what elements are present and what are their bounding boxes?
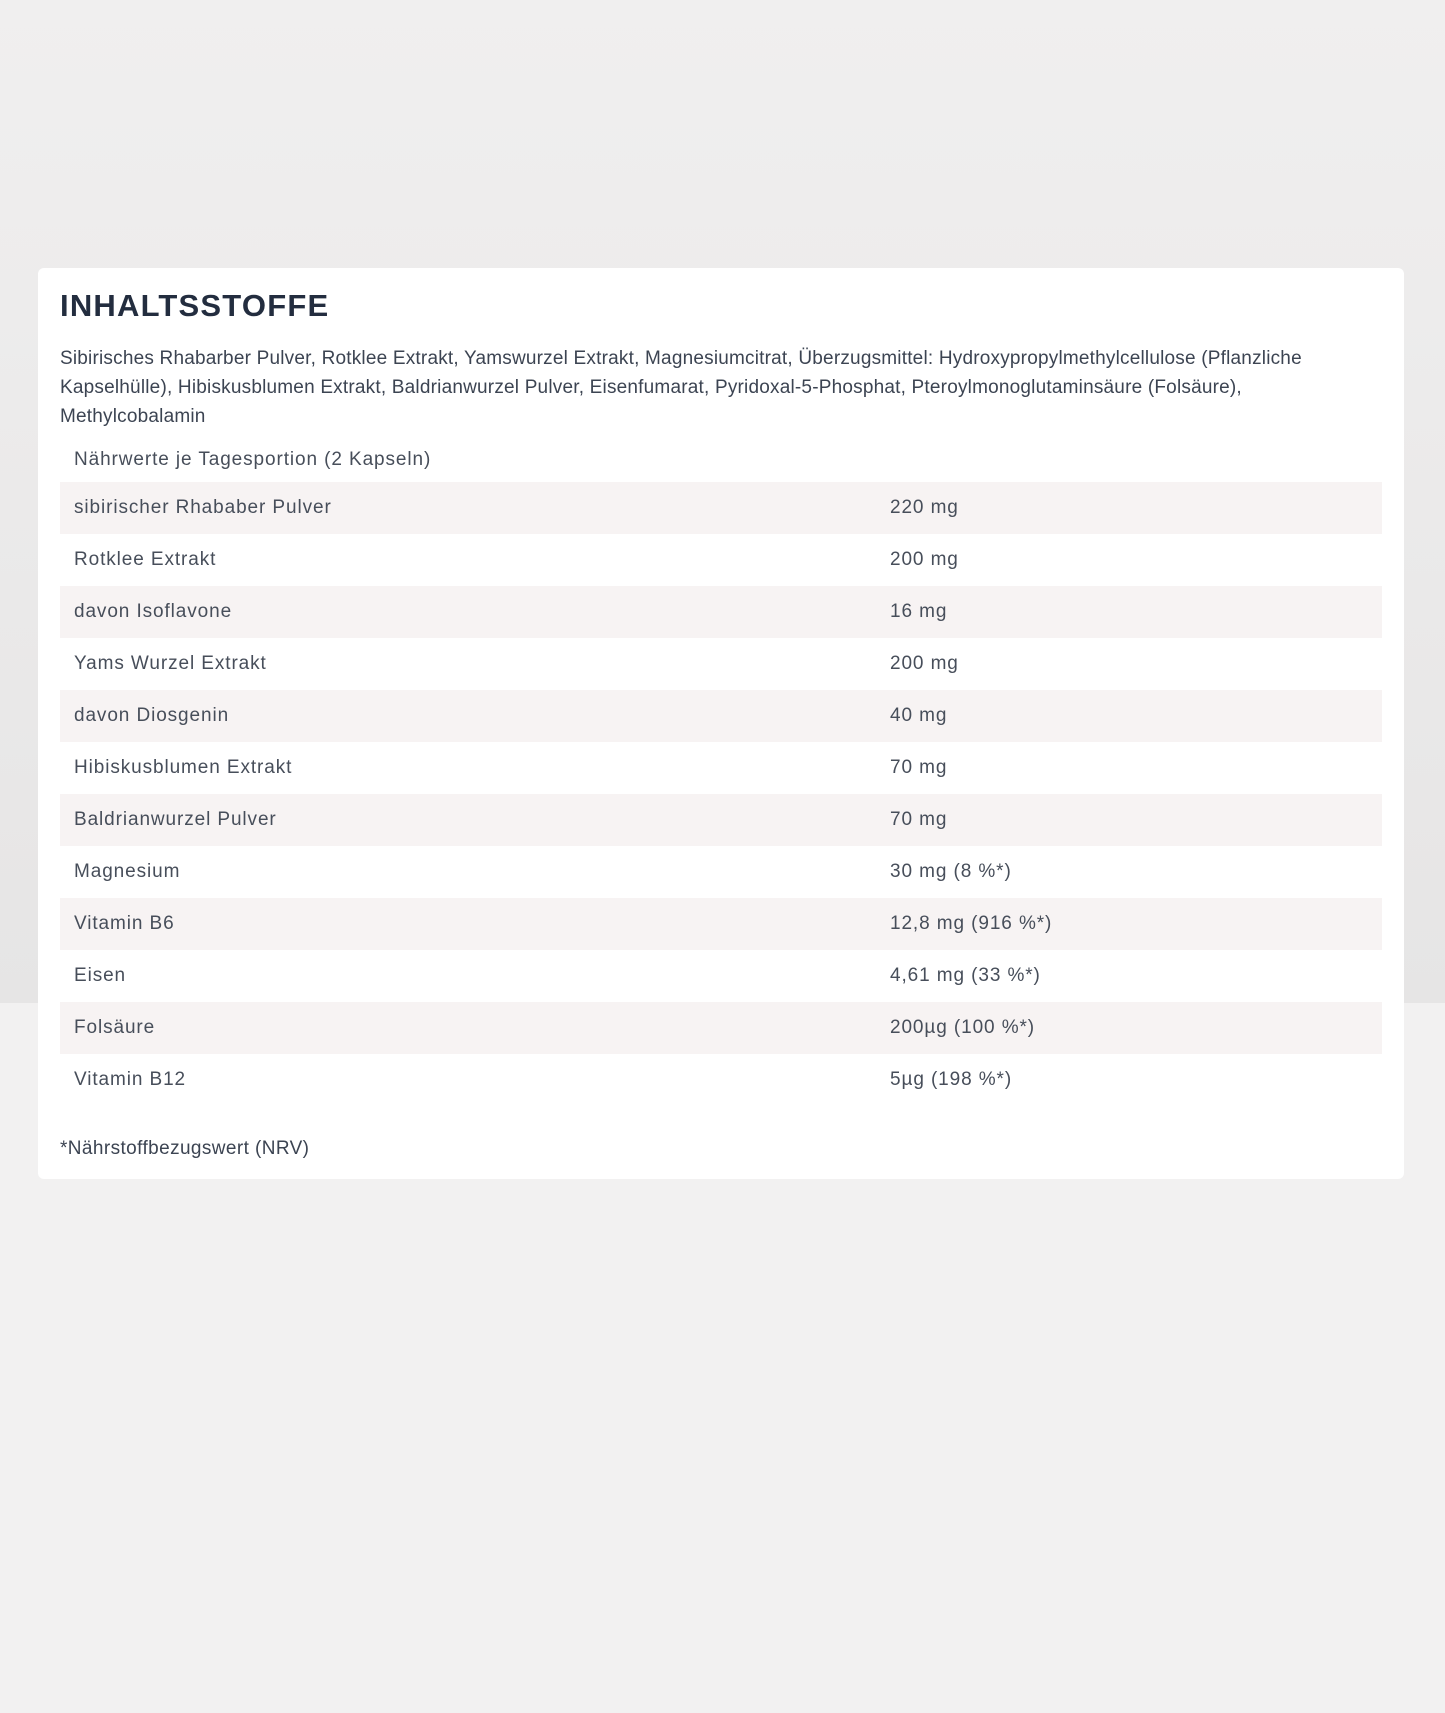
row-value: 30 mg (8 %*) — [890, 861, 1012, 882]
ingredients-paragraph: Sibirisches Rhabarber Pulver, Rotklee Extrakt, Yamswurzel Extrakt, Magnesiumcitrat, Überzugsmittel: Hydroxypropylmethylcellulose (Pflanzliche Kapselhülle), Hibiskusblumen Extrakt, Baldrianwurzel Pulver, Eisenfumarat, Pyridoxal-5-Phosphat, Pteroylmonoglutaminsäure (Folsäure), Methylcobalamin — [60, 348, 1302, 427]
table-row — [60, 1002, 1382, 1054]
table-row — [60, 690, 1382, 742]
table-row — [60, 794, 1382, 846]
table-row — [60, 534, 1382, 586]
row-value: 40 mg — [890, 705, 948, 726]
nutrition-table-body — [60, 482, 1382, 1106]
row-value: 200 mg — [890, 549, 959, 570]
table-row — [60, 742, 1382, 794]
row-label: Yams Wurzel Extrakt — [74, 653, 267, 674]
table-row — [60, 482, 1382, 534]
table-row — [60, 846, 1382, 898]
row-label: Vitamin B12 — [74, 1069, 186, 1090]
table-row — [60, 898, 1382, 950]
row-label: Vitamin B6 — [74, 913, 175, 934]
row-label: davon Diosgenin — [74, 705, 230, 726]
row-value: 200µg (100 %*) — [890, 1017, 1036, 1038]
row-label: Magnesium — [74, 861, 181, 882]
section-title: INHALTSSTOFFE — [60, 288, 330, 323]
table-row — [60, 586, 1382, 638]
row-value: 4,61 mg (33 %*) — [890, 965, 1041, 986]
row-label: Folsäure — [74, 1017, 156, 1038]
row-label: sibirischer Rhababer Pulver — [74, 497, 332, 518]
footnote: *Nährstoffbezugswert (NRV) — [60, 1138, 310, 1159]
row-value: 70 mg — [890, 809, 948, 830]
row-label: davon Isoflavone — [74, 601, 233, 622]
row-value: 12,8 mg (916 %*) — [890, 913, 1053, 934]
row-label: Hibiskusblumen Extrakt — [74, 757, 293, 778]
row-value: 220 mg — [890, 497, 959, 518]
row-value: 70 mg — [890, 757, 948, 778]
row-value: 5µg (198 %*) — [890, 1069, 1013, 1090]
table-row — [60, 1054, 1382, 1106]
table-row — [60, 638, 1382, 690]
ingredients-card — [38, 268, 1404, 1179]
row-value: 200 mg — [890, 653, 959, 674]
row-value: 16 mg — [890, 601, 948, 622]
row-label: Rotklee Extrakt — [74, 549, 217, 570]
table-row — [60, 950, 1382, 1002]
row-label: Eisen — [74, 965, 127, 986]
page-background — [0, 268, 1445, 1713]
nutrition-table-header: Nährwerte je Tagesportion (2 Kapseln) — [74, 449, 432, 470]
row-label: Baldrianwurzel Pulver — [74, 809, 277, 830]
